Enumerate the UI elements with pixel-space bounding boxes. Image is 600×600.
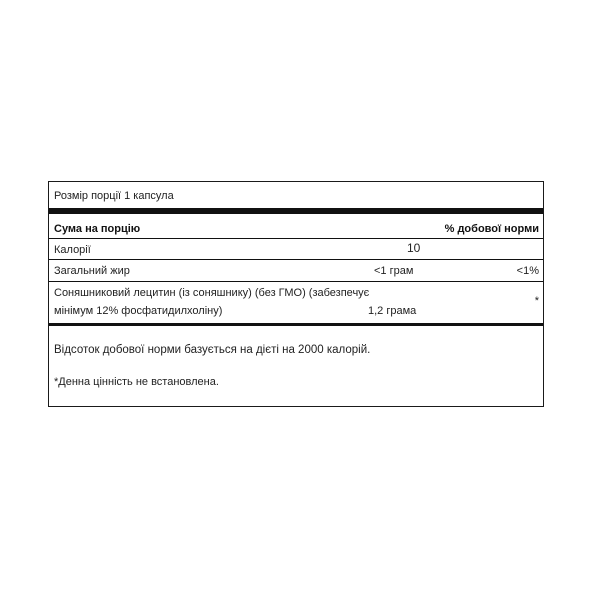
daily-value-header: % добової норми	[444, 223, 539, 235]
divider	[49, 259, 543, 260]
total-fat-label: Загальний жир	[54, 265, 130, 277]
amount-per-serving-header: Сума на порцію	[54, 223, 141, 235]
divider	[49, 281, 543, 282]
daily-value-footnote: Відсоток добової норми базується на дієті на 2000 калорій.	[54, 344, 371, 356]
divider	[49, 238, 543, 239]
total-fat-dv: <1%	[516, 265, 539, 277]
lecithin-dv: *	[534, 295, 539, 307]
lecithin-label-line1: Соняшниковий лецитин (із соняшнику) (без ГМО) (забезпечує	[54, 287, 370, 299]
medium-divider	[49, 323, 543, 326]
calories-label: Калорії	[54, 244, 91, 256]
lecithin-label-line2: мінімум 12% фосфатидилхоліну)	[54, 305, 223, 317]
thick-divider	[49, 208, 543, 214]
total-fat-amount: <1 грам	[374, 265, 414, 277]
not-established-footnote: *Денна цінність не встановлена.	[54, 376, 219, 388]
calories-amount: 10	[407, 241, 421, 255]
supplement-facts-panel	[48, 181, 544, 407]
lecithin-amount: 1,2 грама	[368, 305, 417, 317]
serving-size: Розмір порції 1 капсула	[54, 190, 174, 202]
